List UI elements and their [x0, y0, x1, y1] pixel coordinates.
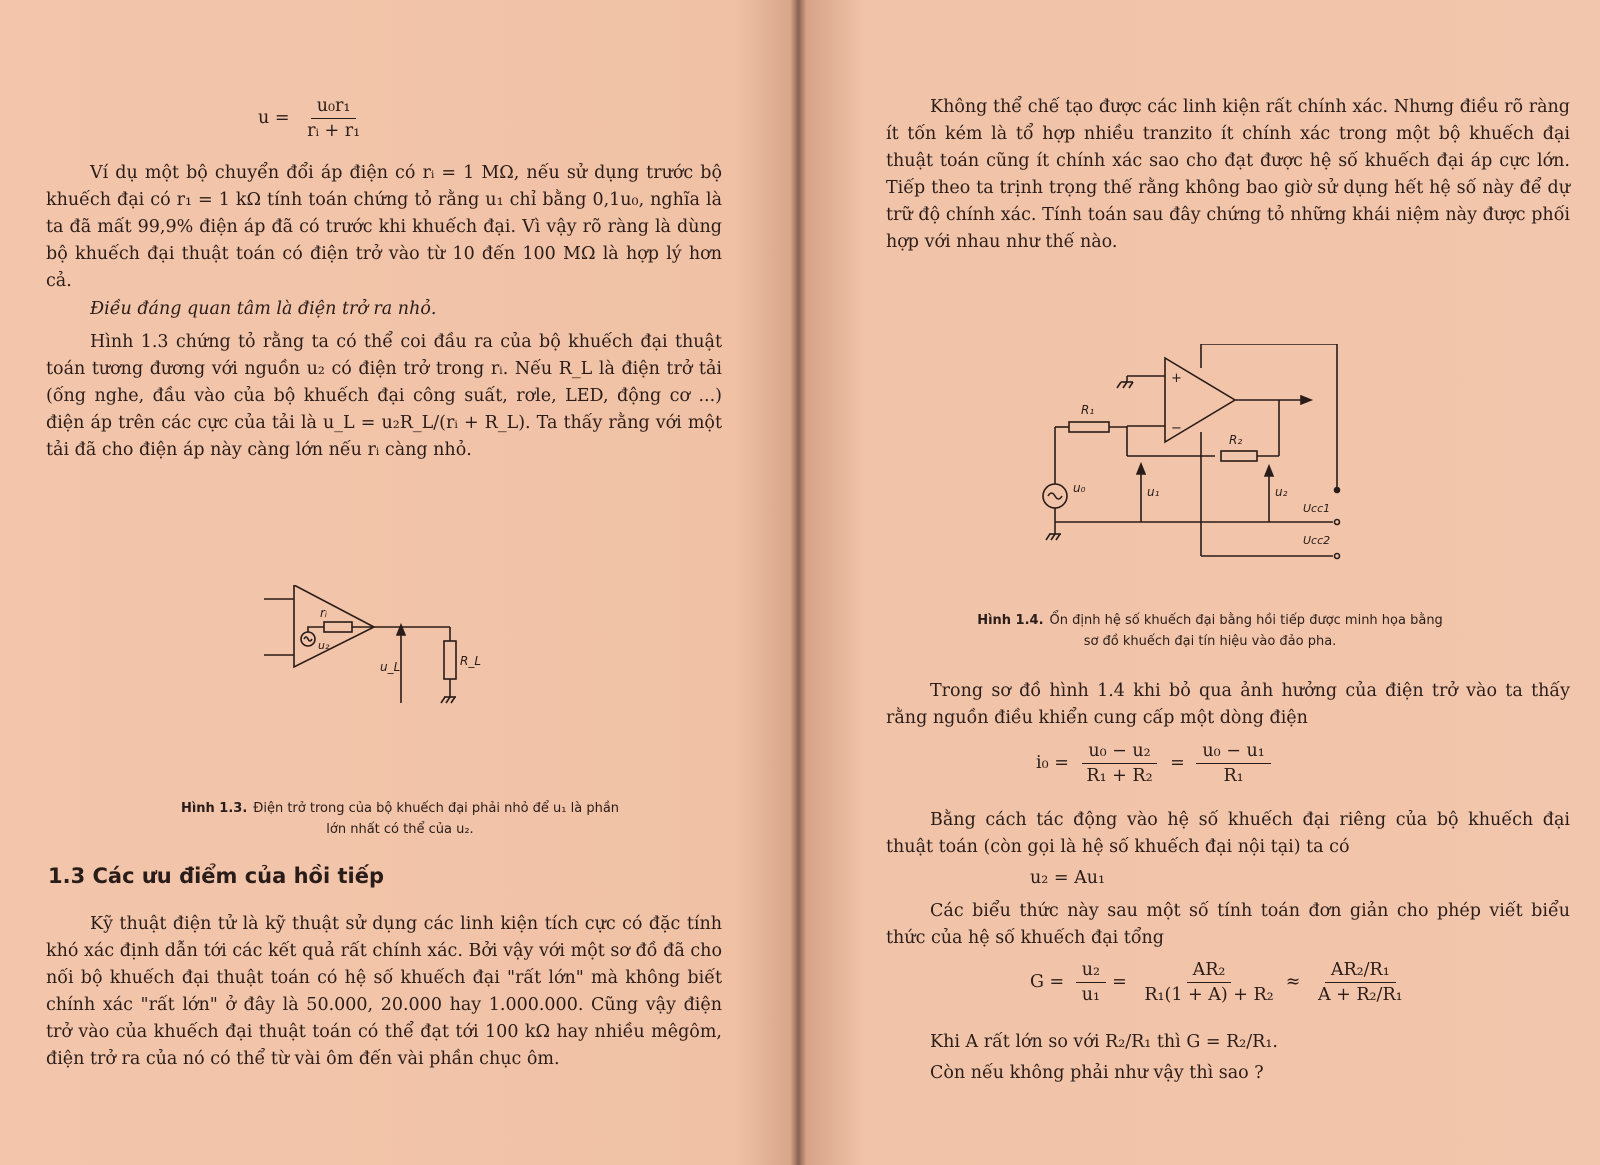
paragraph-1: Ví dụ một bộ chuyển đổi áp điện có rᵢ = 1 MΩ, nếu sử dụng trước bộ khuếch đại có r₁ = 1 kΩ tính toán chứng tỏ rằng u₁ chỉ bằng 0,1u₀, nghĩa là ta đã mất 99,9% điện áp đã có trước khi khuếch đại. Vì vậy rõ ràng là dùng bộ khuếch đại thuật toán có điện trở vào từ 10 đến 100 MΩ là hợp lý hơn cả. — [46, 163, 722, 291]
eq-denominator: u₁ — [1081, 985, 1101, 1005]
equation-io: i₀ = $\frac{\text{u₀ − u₂}}{\text{R₁ + R₂}}$ = $\frac{\text{u₀ − u₁}}{\text{R₁}}$ — [1036, 741, 1277, 786]
eq-lhs: G — [1030, 972, 1044, 992]
paragraph-2: Trong sơ đồ hình 1.4 khi bỏ qua ảnh hưởng của điện trở vào ta thấy rằng nguồn điều khiển cung cấp một dòng điện — [886, 681, 1570, 728]
eq-lhs: i₀ — [1036, 753, 1049, 773]
caption-line-1: Điện trở trong của bộ khuếch đại phải nhỏ để u₁ là phần — [253, 801, 620, 816]
caption-label: Hình 1.3. — [180, 801, 248, 816]
figure-1-4-caption — [890, 610, 1530, 652]
fig14-u0-label: u₀ — [1073, 481, 1086, 495]
eq-denominator: A + R₂/R₁ — [1317, 985, 1403, 1005]
fig13-ri-label: rᵢ — [320, 606, 328, 620]
equation-u2: u₂ = Au₁ — [1030, 868, 1105, 888]
eq-denominator: rᵢ + r₁ — [307, 121, 361, 141]
eq-numerator: AR₂/R₁ — [1325, 960, 1396, 983]
figure-1-4-circuit — [1015, 344, 1355, 574]
eq-numerator: u₀ − u₂ — [1082, 741, 1156, 764]
right-page — [810, 0, 1600, 1165]
fig13-rl-label: R_L — [460, 654, 482, 668]
eq-fraction — [301, 96, 366, 141]
eq-fraction-1 — [1076, 960, 1106, 1005]
caption-line-2: sơ đồ khuếch đại tín hiệu vào đảo pha. — [1083, 634, 1337, 649]
paragraph-3: Bằng cách tác động vào hệ số khuếch đại riêng của bộ khuếch đại thuật toán (còn gọi là hệ số khuếch đại nội tại) ta có — [886, 810, 1570, 857]
eq-denominator: R₁(1 + A) + R₂ — [1144, 985, 1274, 1005]
eq-numerator: u₀r₁ — [311, 96, 357, 119]
fig14-u2-label: u₂ — [1275, 485, 1288, 499]
fig13-ul-label: u_L — [380, 660, 401, 674]
eq-numerator: u₀ − u₁ — [1196, 741, 1270, 764]
eq-lhs: u — [258, 108, 270, 128]
caption-line-1: Ổn định hệ số khuếch đại bằng hồi tiếp được minh họa bằng — [1049, 613, 1443, 628]
fig14-plus-sign: + — [1171, 371, 1182, 386]
fig14-u1-label: u₁ — [1147, 485, 1160, 499]
fig14-r2-label: R₂ — [1229, 433, 1243, 447]
paragraph-4: Các biểu thức này sau một số tính toán đơn giản cho phép viết biểu thức của hệ số khuếch đại tổng — [886, 901, 1570, 948]
fig14-ucc1-label: Ucc1 — [1303, 502, 1331, 515]
paragraph-italic: Điều đáng quan tâm là điện trở ra nhỏ. — [90, 299, 437, 319]
eq-fraction-1 — [1080, 741, 1158, 786]
section-heading: 1.3 Các ưu điểm của hồi tiếp — [48, 864, 385, 888]
fig13-u2-label: u₂ — [318, 639, 330, 652]
paragraph-2: Hình 1.3 chứng tỏ rằng ta có thể coi đầu ra của bộ khuếch đại thuật toán tương đương với nguồn u₂ có điện trở trong rᵢ. Nếu R_L là điện trở tải (ống nghe, đầu vào của bộ khuếch đại công suất, rơle, LED, động cơ ...) điện áp trên các cực của tải là u_L = u₂R_L/(rᵢ + R_L). Ta thấy rằng với một tải đã cho điện áp này càng lớn nếu rᵢ càng nhỏ. — [46, 332, 722, 460]
eq-fraction-3 — [1312, 960, 1409, 1005]
equation-g: G = $\frac{\text{u₂}}{\text{u₁}}$ = $\frac{\text{AR₂}}{\text{R₁(1 + A) + R₂}}$ ≈ $\frac{\text{AR₂/R₁}}{\text{A + R₂/R₁}}$ — [1030, 960, 1415, 1005]
paragraph-1: Không thể chế tạo được các linh kiện rất chính xác. Nhưng điều rõ ràng ít tốn kém là tổ hợp nhiều tranzito ít chính xác trong một bộ khuếch đại thuật toán cũng ít chính xác sao cho đạt được hệ số khuếch đại áp cực lớn. Tiếp theo ta trịnh trọng thế rằng không bao giờ sử dụng hết hệ số này để dự trữ độ chính xác. Tính toán sau đây chứng tỏ những khái niệm này được phối hợp với nhau như thế nào. — [886, 97, 1570, 252]
eq-numerator: AR₂ — [1187, 960, 1232, 983]
eq-denominator: R₁ + R₂ — [1086, 766, 1153, 786]
fig14-ucc2-label: Ucc2 — [1303, 534, 1331, 547]
fig14-minus-sign: − — [1171, 421, 1182, 436]
paragraph-5: Khi A rất lớn so với R₂/R₁ thì G = R₂/R₁. — [930, 1032, 1278, 1052]
figure-1-3-circuit — [262, 585, 522, 715]
paragraph-6: Còn nếu không phải như vậy thì sao ? — [930, 1063, 1264, 1083]
equation-u: u = $\frac{\text{u₀r₁}}{\text{rᵢ + r₁}}$ — [258, 96, 372, 141]
eq-numerator: u₂ — [1076, 960, 1106, 983]
fig14-r1-label: R₁ — [1081, 403, 1095, 417]
caption-line-2: lớn nhất có thể của u₂. — [326, 822, 474, 837]
paragraph-3: Kỹ thuật điện tử là kỹ thuật sử dụng các linh kiện tích cực có đặc tính khó xác định dẫn tới các kết quả rất chính xác. Bởi vậy với một sơ đồ đã cho nối bộ khuếch đại thuật toán có hệ số khuếch đại "rất lớn" mà không biết chính xác "rất lớn" ở đây là 50.000, 20.000 hay 1.000.000. Cũng vậy điện trở vào của khuếch đại thuật toán có thể đạt tới 100 kΩ hay nhiều mêgôm, điện trở ra của nó có thể từ vài ôm đến vài phần chục ôm. — [46, 914, 722, 1069]
eq-fraction-2 — [1196, 741, 1270, 786]
eq-denominator: R₁ — [1223, 766, 1244, 786]
caption-label: Hình 1.4. — [977, 613, 1044, 628]
eq-fraction-2 — [1138, 960, 1279, 1005]
figure-1-3-caption — [80, 798, 720, 840]
